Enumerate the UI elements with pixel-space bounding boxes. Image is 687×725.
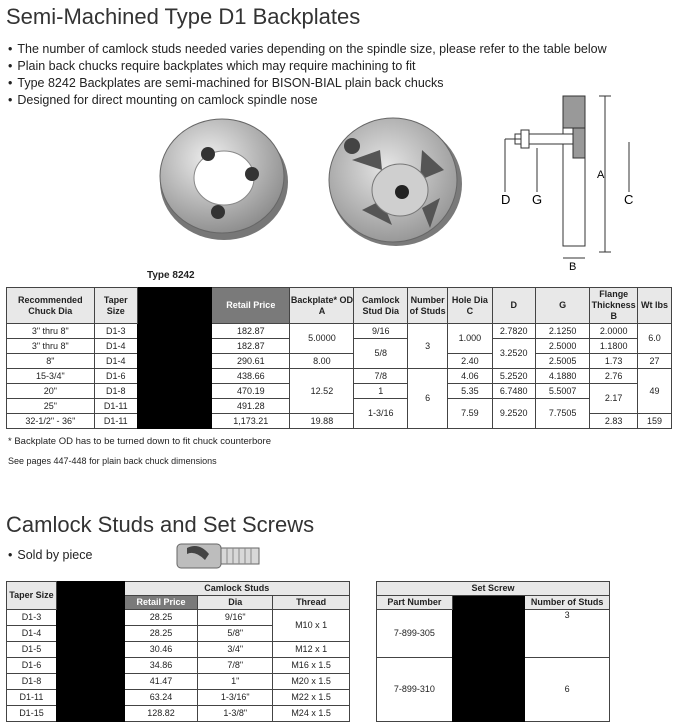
cell: 1-3/16	[354, 399, 408, 429]
set-screw-table	[376, 581, 610, 722]
bullet-item: • Plain back chucks require backplates which may require machining to fit	[8, 58, 607, 75]
header-weight: Wt lbs	[637, 288, 671, 324]
cell: 1-3/16"	[198, 690, 273, 706]
cell: 7-899-310	[377, 658, 453, 722]
cell: 9.2520	[492, 399, 535, 429]
cell: D1-3	[94, 324, 137, 339]
header-dia: Dia	[198, 596, 273, 610]
cell: 2.17	[590, 384, 637, 414]
header-flange: Flange Thickness B	[590, 288, 637, 324]
header-taper-size: Taper Size	[7, 582, 57, 610]
cell: D1-8	[7, 674, 57, 690]
cell: 15-3/4"	[7, 369, 95, 384]
cell: 2.76	[590, 369, 637, 384]
cell: 27	[637, 354, 671, 369]
bullet-item: • The number of camlock studs needed varies depending on the spindle size, please refer to the table below	[8, 41, 607, 58]
cell: 7.7505	[535, 399, 590, 429]
sold-by-note: • Sold by piece	[8, 548, 92, 562]
cell: 6	[408, 369, 448, 429]
cell: 5.0000	[290, 324, 354, 354]
cell: 8.00	[290, 354, 354, 369]
cell: 1.73	[590, 354, 637, 369]
header-retail-price: Retail Price	[212, 288, 290, 324]
header-thread: Thread	[273, 596, 350, 610]
cell: 159	[637, 414, 671, 429]
cell: 7.59	[448, 399, 492, 429]
cell: 6	[525, 658, 610, 722]
cell: 128.82	[124, 706, 198, 722]
label-b: B	[569, 261, 577, 272]
cell: 6.0	[637, 324, 671, 354]
table-row	[7, 354, 672, 369]
backplate-photo-back	[322, 110, 464, 250]
cell: 49	[637, 369, 671, 414]
cell: 4.1880	[535, 369, 590, 384]
cell: 3" thru 8"	[7, 339, 95, 354]
cell: D1-11	[94, 414, 137, 429]
cell: D1-4	[94, 339, 137, 354]
cell: D1-11	[94, 399, 137, 414]
label-d: D	[501, 192, 511, 207]
cell: 19.88	[290, 414, 354, 429]
header-hole-dia: Hole Dia C	[448, 288, 492, 324]
cell: 3/4"	[198, 642, 273, 658]
header-camlock-studs: Camlock Studs	[124, 582, 349, 596]
backplates-table	[6, 287, 672, 429]
cell: 182.87	[212, 339, 290, 354]
header-backplate-od: Backplate* OD A	[290, 288, 354, 324]
cell: 2.40	[448, 354, 492, 369]
header-g: G	[535, 288, 590, 324]
cell: 20"	[7, 384, 95, 399]
cell: D1-15	[7, 706, 57, 722]
cell: M10 x 1	[273, 610, 350, 642]
cell: 2.83	[590, 414, 637, 429]
cell: M20 x 1.5	[273, 674, 350, 690]
cell: 9/16"	[198, 610, 273, 626]
redacted-column	[452, 596, 525, 722]
cell: 290.61	[212, 354, 290, 369]
cell: M16 x 1.5	[273, 658, 350, 674]
cell: 1.1800	[590, 339, 637, 354]
cell: 470.19	[212, 384, 290, 399]
cell: 30.46	[124, 642, 198, 658]
type-label: Type 8242	[147, 270, 195, 281]
cell: 12.52	[290, 369, 354, 414]
page-title: Semi-Machined Type D1 Backplates	[6, 4, 361, 29]
redacted-column	[56, 582, 124, 722]
cell: 28.25	[124, 626, 198, 642]
cell: M24 x 1.5	[273, 706, 350, 722]
cell: 3.2520	[492, 339, 535, 369]
cell: 2.0000	[590, 324, 637, 339]
header-retail-price: Retail Price	[124, 596, 198, 610]
cell: 2.5005	[535, 354, 590, 369]
cell: M22 x 1.5	[273, 690, 350, 706]
label-g: G	[532, 192, 543, 207]
cell: 182.87	[212, 324, 290, 339]
header-taper-size: Taper Size	[94, 288, 137, 324]
backplate-section-drawing	[495, 92, 645, 272]
cell: D1-4	[94, 354, 137, 369]
cell: 6.7480	[492, 384, 535, 399]
camlock-stud-photo	[175, 540, 263, 572]
cell: 3" thru 8"	[7, 324, 95, 339]
backplate-photo-front	[158, 112, 290, 244]
cell: 1.000	[448, 324, 492, 354]
cell: D1-11	[7, 690, 57, 706]
cell: 7/8"	[198, 658, 273, 674]
header-number-of-studs: Number of Studs	[408, 288, 448, 324]
cell: 3	[525, 610, 610, 658]
cell: 1,173.21	[212, 414, 290, 429]
footnote-od: * Backplate OD has to be turned down to fit chuck counterbore	[8, 436, 271, 447]
table-row	[7, 324, 672, 339]
cell: 5.35	[448, 384, 492, 399]
cell: 2.1250	[535, 324, 590, 339]
cell: 32-1/2" - 36"	[7, 414, 95, 429]
cell: 5/8"	[198, 626, 273, 642]
camlock-studs-table	[6, 581, 350, 722]
cell: D1-3	[7, 610, 57, 626]
cell: 438.66	[212, 369, 290, 384]
cell: 4.06	[448, 369, 492, 384]
cell: 63.24	[124, 690, 198, 706]
cell: 2.7820	[492, 324, 535, 339]
cell: 3	[408, 324, 448, 369]
cell: D1-8	[94, 384, 137, 399]
cell: 1"	[198, 674, 273, 690]
cell: 34.86	[124, 658, 198, 674]
header-d: D	[492, 288, 535, 324]
bullet-item: • Designed for direct mounting on camlock spindle nose	[8, 92, 607, 109]
label-a: A	[597, 169, 605, 181]
header-number-of-studs: Number of Studs	[525, 596, 610, 610]
cell: 41.47	[124, 674, 198, 690]
cell: 9/16	[354, 324, 408, 339]
cell: 8"	[7, 354, 95, 369]
cell: 5/8	[354, 339, 408, 369]
cell: 7-899-305	[377, 610, 453, 658]
table-row	[7, 369, 672, 384]
header-set-screw: Set Screw	[377, 582, 610, 596]
footnote-pages: See pages 447-448 for plain back chuck dimensions	[8, 456, 217, 466]
cell: D1-6	[7, 658, 57, 674]
cell: 25"	[7, 399, 95, 414]
cell: 7/8	[354, 369, 408, 384]
cell: 491.28	[212, 399, 290, 414]
cell: D1-5	[7, 642, 57, 658]
cell: M12 x 1	[273, 642, 350, 658]
label-c: C	[624, 192, 634, 207]
section-title: Camlock Studs and Set Screws	[6, 512, 315, 537]
header-stud-dia: Camlock Stud Dia	[354, 288, 408, 324]
cell: 1	[354, 384, 408, 399]
cell: D1-6	[94, 369, 137, 384]
cell: 2.5000	[535, 339, 590, 354]
bullet-item: • Type 8242 Backplates are semi-machined for BISON-BIAL plain back chucks	[8, 75, 607, 92]
redacted-column	[137, 288, 211, 429]
cell: 1-3/8"	[198, 706, 273, 722]
cell: D1-4	[7, 626, 57, 642]
cell: 28.25	[124, 610, 198, 626]
cell: 5.5007	[535, 384, 590, 399]
header-chuck-dia: Recommended Chuck Dia	[7, 288, 95, 324]
cell: 5.2520	[492, 369, 535, 384]
header-part-number: Part Number	[377, 596, 453, 610]
